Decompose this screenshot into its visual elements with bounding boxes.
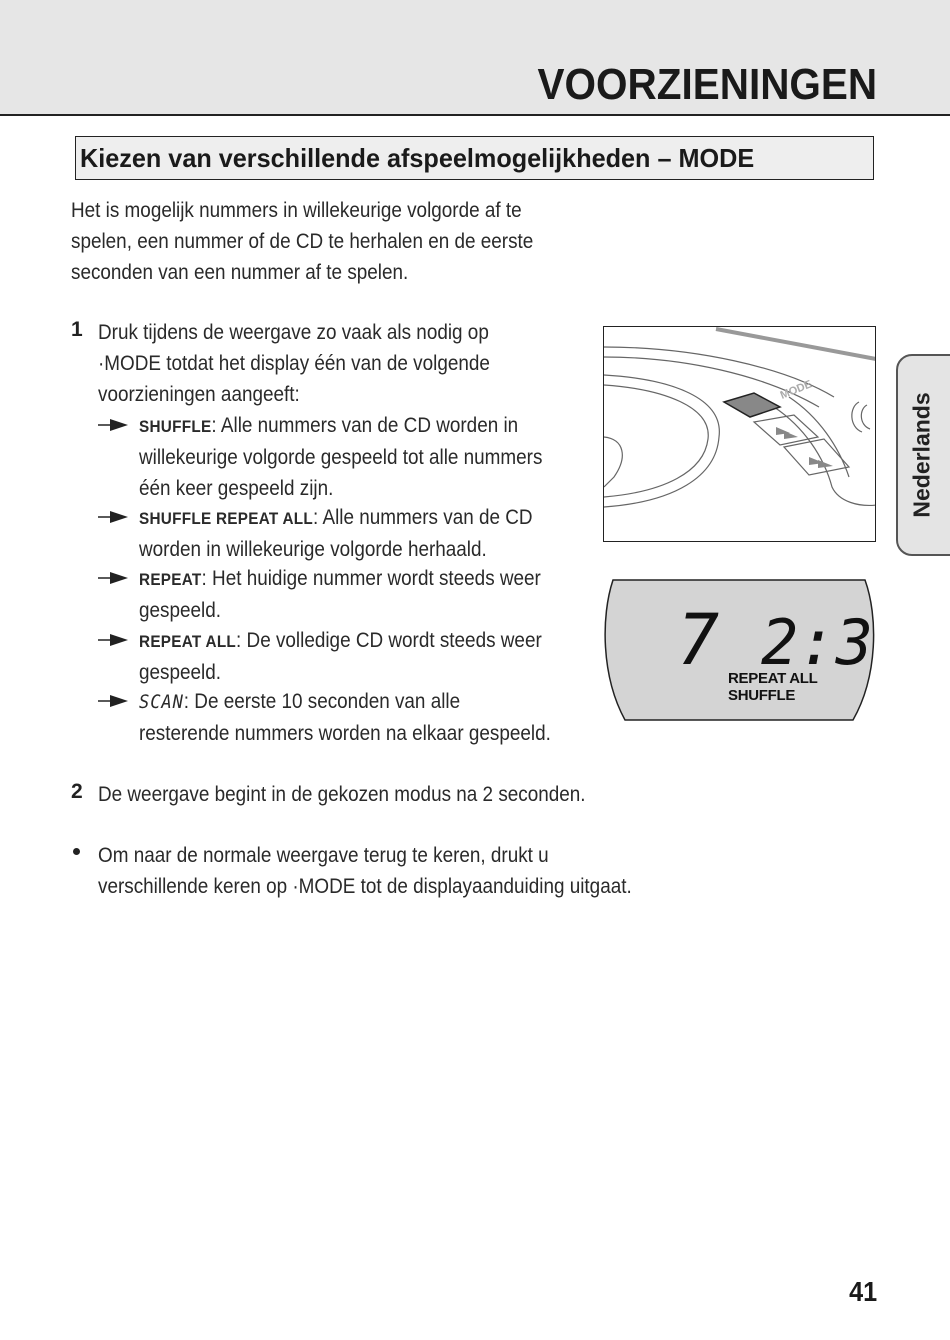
option-line: : Alle nummers van de CD	[313, 506, 533, 529]
step-1-text	[98, 317, 490, 410]
step-1-line: Druk tijdens de weergave zo vaak als nodig op	[98, 321, 489, 344]
step-number: 1	[71, 318, 83, 341]
arrow-right-icon	[98, 571, 128, 585]
option-line: gespeeld.	[139, 599, 221, 622]
arrow-right-icon	[98, 510, 128, 524]
cd-player-drawing	[604, 327, 876, 542]
step-1-line: ·MODE totdat het display één van de volgende	[98, 352, 490, 375]
intro-line: seconden van een nummer af te spelen.	[71, 261, 409, 284]
page-title: VOORZIENINGEN	[537, 60, 877, 109]
section-title: Kiezen van verschillende afspeelmogelijkheden – MODE	[80, 143, 755, 173]
step-2-text: De weergave begint in de gekozen modus na 2 seconden.	[98, 783, 586, 806]
option-line: : De eerste 10 seconden van alle	[183, 690, 461, 713]
option-line: resterende nummers worden na elkaar gespeeld.	[139, 722, 551, 745]
lcd-time: 2:3	[761, 606, 873, 679]
language-tab-label: Nederlands	[908, 392, 935, 518]
option-keyword: SHUFFLE	[139, 417, 212, 436]
lcd-track-number: 7	[677, 599, 720, 681]
bullet-text	[98, 840, 632, 902]
mode-button-label: MODE	[778, 378, 814, 402]
arrow-right-icon	[98, 418, 128, 432]
step-number: 2	[71, 780, 83, 803]
intro-line: spelen, een nummer of de CD te herhalen en de eerste	[71, 230, 534, 253]
option-keyword: REPEAT ALL	[139, 632, 237, 651]
option-keyword: SHUFFLE REPEAT ALL	[139, 509, 314, 528]
lcd-label: SHUFFLE	[728, 687, 796, 704]
page-header	[0, 0, 950, 116]
device-illustration	[603, 326, 876, 542]
scan-display-glyph: SCAN	[139, 691, 184, 713]
option-line: : Het huidige nummer wordt steeds weer	[201, 567, 541, 590]
option-line: worden in willekeurige volgorde herhaald.	[139, 538, 487, 561]
lcd-mode-labels	[728, 670, 818, 704]
section-heading-box	[75, 136, 874, 180]
option-text	[139, 686, 551, 749]
page-number: 41	[848, 1276, 877, 1307]
arrow-right-icon	[98, 633, 128, 647]
option-line: : Alle nummers van de CD worden in	[211, 414, 519, 437]
option-line: : De volledige CD wordt steeds weer	[236, 629, 542, 652]
option-text	[139, 410, 542, 504]
option-line: willekeurige volgorde gespeeld tot alle nummers	[139, 446, 543, 469]
intro-paragraph	[71, 195, 533, 288]
option-line: één keer gespeeld zijn.	[139, 477, 334, 500]
bullet-line: verschillende keren op ·MODE tot de displayaanduiding uitgaat.	[98, 875, 632, 898]
option-keyword: REPEAT	[139, 570, 202, 589]
option-text	[139, 502, 533, 565]
option-text	[139, 625, 542, 688]
bullet-icon	[73, 848, 80, 855]
lcd-label: REPEAT ALL	[728, 670, 818, 687]
bullet-line: Om naar de normale weergave terug te keren, drukt u	[98, 844, 549, 867]
option-line: gespeeld.	[139, 661, 221, 684]
arrow-right-icon	[98, 694, 128, 708]
option-text	[139, 563, 541, 626]
intro-line: Het is mogelijk nummers in willekeurige volgorde af te	[71, 199, 522, 222]
step-1-line: voorzieningen aangeeft:	[98, 383, 300, 406]
